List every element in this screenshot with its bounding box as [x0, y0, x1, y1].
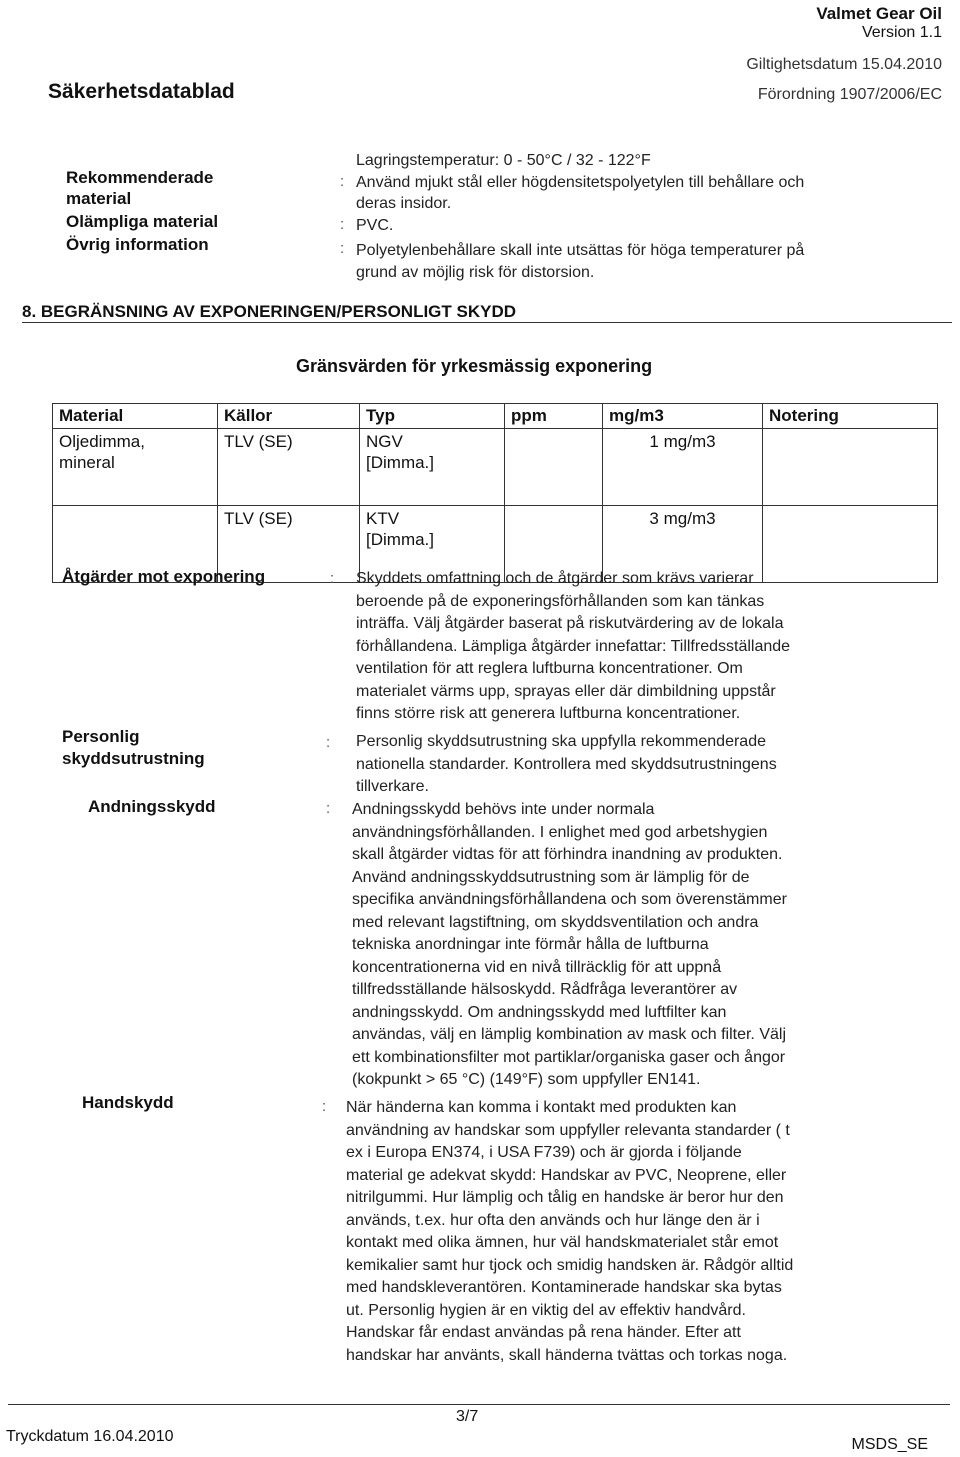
- colon: :: [326, 734, 331, 751]
- text-line: handskar har använts, skall händerna tvättas och torkas noga.: [346, 1346, 788, 1364]
- text-line: beroende på de exponeringsförhållanden som kan tänkas: [356, 592, 765, 610]
- text-line: koncentrationerna vid en nivå tillräcklig för att uppnå: [352, 958, 722, 976]
- text-line: materialet värms upp, sprayas eller där dimbildning uppstår: [356, 682, 776, 700]
- hand-protection-label: Handskydd: [82, 1093, 174, 1112]
- other-info-text-2: grund av möjlig risk för distorsion.: [356, 264, 595, 281]
- section-8-heading: 8. BEGRÄNSNING AV EXPONERINGEN/PERSONLIGT SKYDD: [22, 302, 517, 321]
- colon: :: [340, 173, 345, 190]
- text-line: ut. Personlig hygien är en viktig del av effektiv handvård.: [346, 1301, 746, 1319]
- other-info-text-1: Polyetylenbehållare skall inte utsättas för höga temperaturer på: [356, 242, 805, 259]
- text-line: skall åtgärder vidtas för att förhindra inandning av produkten.: [352, 846, 783, 863]
- text-line: nationella standarder. Kontrollera med skyddsutrustningens: [356, 755, 777, 773]
- table-header-row: [53, 404, 938, 429]
- text-line: specifika användningsförhållandena och som överenstämmer: [352, 891, 787, 908]
- recommended-material-label-2: material: [66, 189, 132, 208]
- regulation-ref: Förordning 1907/2006/EC: [757, 86, 942, 103]
- text-line: förhållandena. Lämpliga åtgärder innefattar: Tillfredsställande: [356, 637, 791, 655]
- text-line: ex i Europa EN374, i USA F739) och är gjorda i följande: [346, 1144, 742, 1161]
- page-number: 3/7: [456, 1408, 479, 1425]
- text-line: Använd andningsskyddsutrustning som är lämplig för de: [352, 868, 750, 886]
- text-line: med handskleverantören. Kontaminerade handskar ska bytas: [346, 1279, 782, 1296]
- text-line: användning av handskar som uppfyller relevanta standarder ( t: [346, 1121, 790, 1139]
- storage-temperature: Lagringstemperatur: 0 - 50°C / 32 - 122°F: [356, 152, 651, 169]
- respiratory-label: Andningsskydd: [88, 797, 216, 816]
- text-line: Handskar får endast användas på rena händer. Efter att: [346, 1324, 741, 1341]
- table-row: [53, 429, 938, 506]
- text-line: Personlig skyddsutrustning ska uppfylla rekommenderade: [356, 733, 766, 750]
- text-line: tillfredsställande hälsoskydd. Rådfråga leverantörer av: [352, 981, 738, 998]
- column-header: Typ: [360, 404, 505, 429]
- print-date: Tryckdatum 16.04.2010: [6, 1428, 174, 1445]
- material-line: mineral: [59, 453, 115, 472]
- other-info-label: Övrig information: [66, 235, 209, 254]
- text-line: tekniska anordningar inte förmår hålla de luftburna: [352, 936, 709, 953]
- mgm3-cell: 1 mg/m3: [603, 429, 763, 506]
- type-line: [Dimma.]: [366, 530, 434, 549]
- text-line: finns större risk att generera luftburna koncentrationer.: [356, 705, 741, 722]
- ppe-label-1: Personlig: [62, 727, 140, 746]
- text-line: inträffa. Välj åtgärder baserat på riskutvärdering av de lokala: [356, 615, 784, 632]
- text-line: med relevant lagstiftning, om skyddsventilation och andra: [352, 913, 759, 931]
- colon: :: [340, 216, 345, 233]
- hand-protection-text: [346, 1097, 936, 1367]
- column-header: Källor: [218, 404, 360, 429]
- text-line: ventilation för att reglera luftburna koncentrationer. Om: [356, 660, 743, 677]
- colon: :: [322, 1098, 327, 1115]
- column-header: Notering: [763, 404, 938, 429]
- text-line: används, t.ex. hur ofta den används och hur länge den är i: [346, 1211, 760, 1229]
- text-line: kontakt med olika ämnen, hur väl handskmaterialet står emot: [346, 1234, 779, 1251]
- footer-divider: [8, 1404, 950, 1405]
- product-name: Valmet Gear Oil: [816, 4, 942, 23]
- document-title: Säkerhetsdatablad: [48, 80, 235, 103]
- source-cell: TLV (SE): [218, 429, 360, 506]
- text-line: (kokpunkt > 65 °C) (149°F) som uppfyller EN141.: [352, 1071, 701, 1088]
- ppe-label-2: skyddsutrustning: [62, 749, 205, 768]
- column-header: mg/m3: [603, 404, 763, 429]
- material-cell: [53, 429, 218, 506]
- text-line: Skyddets omfattning och de åtgärder som krävs varierar: [356, 570, 754, 587]
- material-line: Oljedimma,: [59, 432, 145, 451]
- recommended-material-label-1: Rekommenderade: [66, 168, 214, 187]
- type-line: NGV: [366, 432, 403, 451]
- colon: :: [326, 800, 331, 817]
- validity-date: Giltighetsdatum 15.04.2010: [746, 56, 942, 73]
- note-cell: [763, 429, 938, 506]
- colon: :: [330, 570, 335, 587]
- type-line: KTV: [366, 509, 400, 528]
- text-line: nitrilgummi. Hur lämplig och tålig en handske är beror hur den: [346, 1189, 784, 1206]
- text-line: kemikalier samt hur tjock och smidig handsken är. Rådgör alltid: [346, 1256, 794, 1274]
- section-divider: [22, 322, 952, 323]
- text-line: tillverkare.: [356, 778, 429, 795]
- ppe-text: [356, 731, 936, 799]
- column-header: ppm: [505, 404, 603, 429]
- text-line: Andningsskydd behövs inte under normala: [352, 801, 655, 818]
- exposure-measures-text: [356, 568, 936, 726]
- exposure-table-title: Gränsvärden för yrkesmässig exponering: [296, 356, 653, 376]
- column-header: Material: [53, 404, 218, 429]
- text-line: material ge adekvat skydd: Handskar av PVC, Neoprene, eller: [346, 1166, 787, 1184]
- recommended-material-text-2: deras insidor.: [356, 195, 452, 212]
- ppm-cell: [505, 429, 603, 506]
- text-line: När händerna kan komma i kontakt med produkten kan: [346, 1099, 737, 1116]
- document-code: MSDS_SE: [851, 1436, 928, 1453]
- text-line: andningsskydd. Om andningsskydd med luftfilter kan: [352, 1003, 727, 1021]
- recommended-material-text-1: Använd mjukt stål eller högdensitetspolyetylen till behållare och: [356, 174, 805, 191]
- exposure-measures-label: Åtgärder mot exponering: [62, 567, 266, 586]
- respiratory-text: [352, 799, 936, 1092]
- version-label: Version 1.1: [861, 24, 942, 41]
- exposure-limits-table: [52, 403, 938, 583]
- unsuitable-material-label: Olämpliga material: [66, 212, 219, 231]
- text-line: ett kombinationsfilter mot partiklar/organiska gaser och ångor: [352, 1048, 786, 1066]
- colon: :: [340, 240, 345, 257]
- type-line: [Dimma.]: [366, 453, 434, 472]
- unsuitable-material-text: PVC.: [356, 217, 394, 234]
- text-line: användningsförhållanden. I enlighet med god arbetshygien: [352, 823, 768, 841]
- text-line: användas, välj en lämplig kombination av mask och filter. Välj: [352, 1026, 786, 1043]
- type-cell: [360, 429, 505, 506]
- source-cell: TLV (SE): [218, 506, 360, 583]
- mgm3-cell: 3 mg/m3: [603, 506, 763, 583]
